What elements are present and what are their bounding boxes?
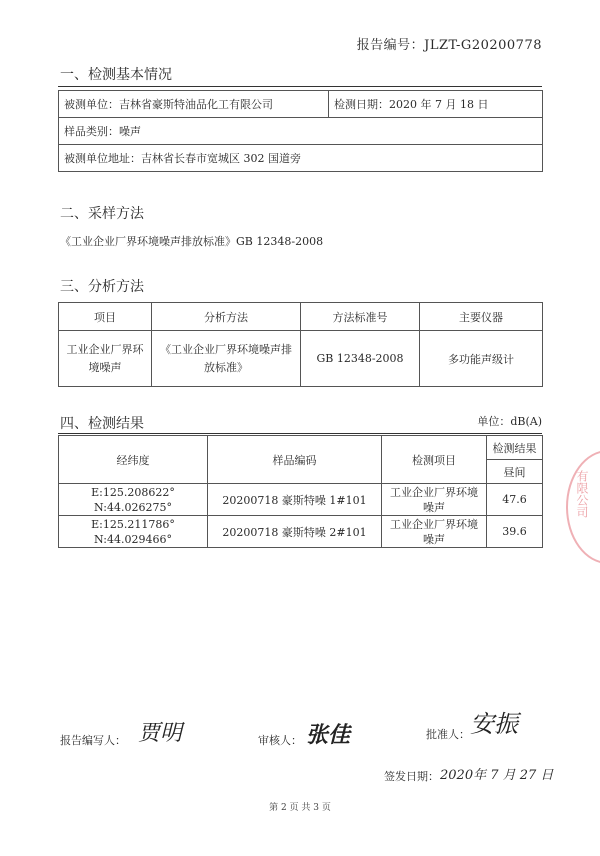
sample-code-1: 20200718 豪斯特噪 1#101 — [208, 484, 382, 516]
section1-title: 一、检测基本情况 — [60, 67, 172, 83]
row-item: 工业企业厂界环境噪声 — [59, 331, 152, 387]
reviewer-signature: 张佳 — [306, 722, 351, 748]
writer-label: 报告编写人： — [60, 734, 126, 747]
unit-address: 被测单位地址：吉林省长春市宽城区 302 国道旁 — [59, 145, 543, 172]
unit-label: 单位：dB(A) — [477, 415, 542, 428]
header-result: 检测结果 — [487, 436, 543, 460]
latitude-1: N:44.026275° — [94, 500, 172, 514]
latitude-2: N:44.029466° — [94, 532, 172, 546]
row-instrument: 多功能声级计 — [420, 331, 543, 387]
header-item: 项目 — [59, 303, 152, 331]
test-date: 检测日期：2020 年 7 月 18 日 — [329, 91, 543, 118]
sampling-method: 《工业企业厂界环境噪声排放标准》GB 12348-2008 — [60, 235, 324, 248]
header-daytime: 昼间 — [487, 460, 543, 484]
divider — [58, 86, 542, 87]
result-value-1: 47.6 — [487, 484, 543, 516]
results-table — [58, 435, 543, 548]
sample-category: 样品类别：噪声 — [59, 118, 543, 145]
issue-date-label: 签发日期： — [384, 770, 439, 783]
test-item-1: 工业企业厂界环境噪声 — [382, 484, 487, 516]
header-instrument: 主要仪器 — [420, 303, 543, 331]
approver-label: 批准人： — [426, 728, 470, 741]
section3-title: 三、分析方法 — [60, 279, 144, 295]
header-test-item: 检测项目 — [382, 436, 487, 484]
basic-info-table — [58, 90, 543, 172]
longitude-1: E:125.208622° — [91, 485, 175, 499]
tested-unit: 被测单位：吉林省豪斯特油品化工有限公司 — [59, 91, 329, 118]
header-code: 样品编码 — [208, 436, 382, 484]
row-method: 《工业企业厂界环境噪声排放标准》 — [152, 331, 301, 387]
report-number: 报告编号：JLZT-G20200778 — [356, 38, 542, 53]
issue-date: 2020年 7 月 27 日 — [440, 768, 554, 783]
header-standard: 方法标准号 — [301, 303, 420, 331]
divider — [58, 433, 542, 434]
approver-signature: 安振 — [470, 710, 518, 738]
page-number: 第 2 页 共 3 页 — [269, 803, 331, 813]
analysis-method-table — [58, 302, 543, 387]
test-item-2: 工业企业厂界环境噪声 — [382, 516, 487, 548]
sample-code-2: 20200718 豪斯特噪 2#101 — [208, 516, 382, 548]
result-value-2: 39.6 — [487, 516, 543, 548]
row-standard: GB 12348-2008 — [301, 331, 420, 387]
longitude-2: E:125.211786° — [91, 517, 175, 531]
header-method: 分析方法 — [152, 303, 301, 331]
section2-title: 二、采样方法 — [60, 206, 144, 222]
stamp-text: 有限公司 — [575, 470, 589, 518]
reviewer-label: 审核人： — [258, 734, 302, 747]
header-coord: 经纬度 — [59, 436, 208, 484]
writer-signature: 贾明 — [138, 721, 183, 746]
section4-title: 四、检测结果 — [60, 416, 144, 432]
